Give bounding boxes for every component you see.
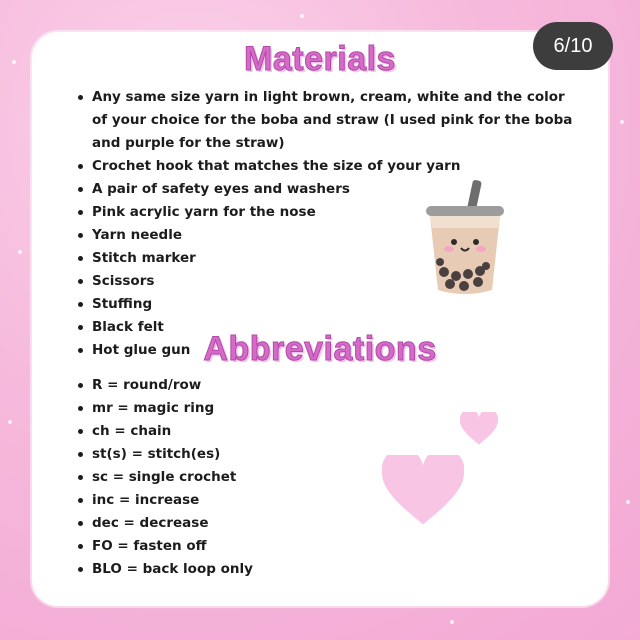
sparkle: [450, 620, 454, 624]
list-item: Pink acrylic yarn for the nose: [78, 201, 578, 224]
list-item: R = round/row: [78, 374, 378, 397]
list-item: BLO = back loop only: [78, 558, 378, 581]
boba-tea-icon: [420, 178, 510, 298]
heart-icon: [460, 412, 498, 446]
list-item: A pair of safety eyes and washers: [78, 178, 578, 201]
sparkle: [626, 500, 630, 504]
list-item: sc = single crochet: [78, 466, 378, 489]
list-item: Hot glue gun: [78, 339, 578, 362]
list-item: FO = fasten off: [78, 535, 378, 558]
list-item: mr = magic ring: [78, 397, 378, 420]
abbreviations-heading: Abbreviations: [203, 330, 437, 368]
heart-icon: [382, 455, 464, 527]
list-item: ch = chain: [78, 420, 378, 443]
abbreviations-list: [78, 374, 378, 581]
list-item: dec = decrease: [78, 512, 378, 535]
list-item: Yarn needle: [78, 224, 578, 247]
sparkle: [620, 120, 624, 124]
sparkle: [18, 250, 22, 254]
list-item: Black felt: [78, 316, 578, 339]
page-indicator-badge: 6/10: [533, 22, 613, 70]
sparkle: [8, 420, 12, 424]
list-item: Scissors: [78, 270, 578, 293]
list-item: Stuffing: [78, 293, 578, 316]
list-item: Any same size yarn in light brown, cream, white and the color of your choice for the boba and straw (I used pink for the boba and purple for the straw): [78, 86, 578, 155]
sparkle: [300, 14, 304, 18]
materials-heading: Materials: [244, 40, 396, 78]
list-item: Stitch marker: [78, 247, 578, 270]
list-item: st(s) = stitch(es): [78, 443, 378, 466]
list-item: inc = increase: [78, 489, 378, 512]
list-item: Crochet hook that matches the size of your yarn: [78, 155, 578, 178]
